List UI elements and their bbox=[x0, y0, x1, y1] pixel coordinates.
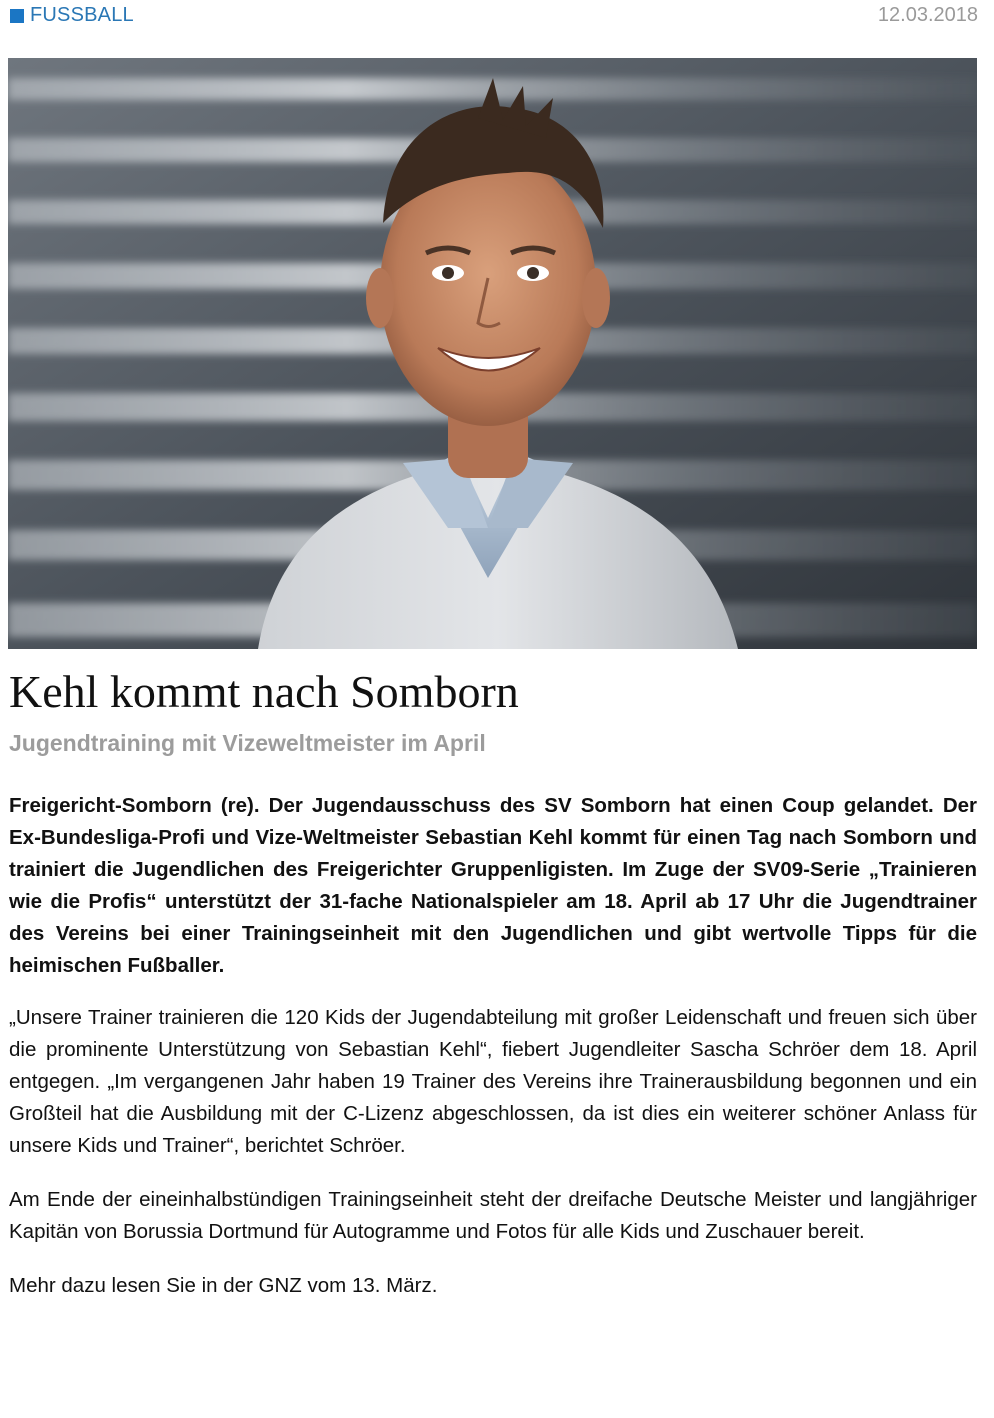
article-body bbox=[9, 790, 977, 1324]
category-label[interactable] bbox=[10, 4, 134, 27]
article-hero-photo bbox=[8, 58, 977, 649]
article-paragraph: Mehr dazu lesen Sie in der GNZ vom 13. März. bbox=[9, 1274, 438, 1297]
blue-square-icon bbox=[10, 9, 24, 23]
publish-date: 12.03.2018 bbox=[877, 4, 978, 26]
article-paragraph: Am Ende der eineinhalbstündigen Trainingseinheit steht der dreifache Deutsche Meister und langjähriger Kapitän von Borussia Dortmund für Autogramme und Fotos für alle Kids und Zuschauer bereit. bbox=[9, 1188, 977, 1243]
article-paragraph: „Unsere Trainer trainieren die 120 Kids der Jugendabteilung mit großer Leidenschaft und freuen sich über die prominente Unterstützung von Sebastian Kehl“, fiebert Jugendleiter Sascha Schröer dem 18. April entgegen. „Im vergangenen Jahr haben 19 Trainer des Vereins ihre Trainerausbildung begonnen und ein Großteil hat die Ausbildung mit der C-Lizenz abgeschlossen, da ist dies ein weiterer schöner Anlass für unsere Kids und Trainer“, berichtet Schröer. bbox=[9, 1006, 977, 1157]
article-meta-bar bbox=[10, 4, 978, 30]
category-text: FUSSBALL bbox=[30, 4, 134, 26]
portrait-photo-illustration bbox=[8, 58, 977, 649]
article-headline: Kehl kommt nach Somborn bbox=[9, 666, 519, 717]
article-lead-paragraph: Freigericht-Somborn (re). Der Jugendausschuss des SV Somborn hat einen Coup gelandet. Der Ex-Bundesliga-Profi und Vize-Weltmeister Sebastian Kehl kommt für einen Tag nach Somborn und trainiert die Jugendlichen des Freigerichter Gruppenligisten. Im Zuge der SV09-Serie „Trainieren wie die Profis“ unterstützt der 31-fache Nationalspieler am 18. April ab 17 Uhr die Jugendtrainer des Vereins bei einer Trainingseinheit mit den Jugendlichen und gibt wertvolle Tipps für die heimischen Fußballer. bbox=[9, 794, 977, 977]
article-subheadline: Jugendtraining mit Vizeweltmeister im April bbox=[9, 730, 486, 756]
